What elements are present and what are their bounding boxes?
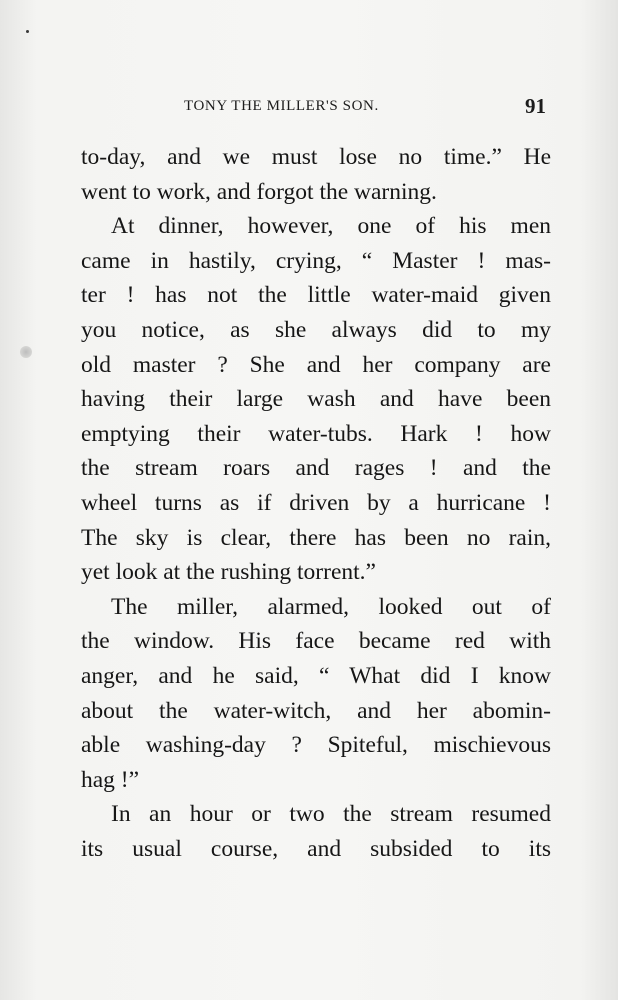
text-line: The miller, alarmed, looked out of (111, 593, 551, 620)
text-line: hag !” (81, 766, 140, 793)
text-line: about the water-witch, and her abomin- (81, 697, 551, 724)
ink-speck (26, 30, 29, 33)
running-head (80, 94, 550, 120)
text-line: emptying their water-tubs. Hark ! how (81, 420, 551, 447)
text-line: ter ! has not the little water-maid given (81, 282, 551, 309)
text-line: came in hastily, crying, “ Master ! mas- (81, 247, 551, 274)
body-text (81, 140, 551, 866)
text-line: wheel turns as if driven by a hurricane ! (81, 489, 551, 516)
text-line: having their large wash and have been (81, 386, 551, 413)
text-line: the stream roars and rages ! and the (81, 455, 551, 482)
text-line: able washing-day ? Spiteful, mischievous (81, 732, 551, 759)
text-line: its usual course, and subsided to its (81, 835, 551, 862)
text-line: to-day, and we must lose no time.” He (81, 144, 551, 170)
text-line: The sky is clear, there has been no rain, (81, 524, 551, 551)
page-number: 91 (525, 94, 546, 118)
text-line: In an hour or two the stream resumed (111, 801, 551, 828)
text-line: went to work, and forgot the warning. (81, 178, 437, 205)
text-line: At dinner, however, one of his men (111, 213, 551, 240)
text-line: the window. His face became red with (81, 628, 551, 655)
running-title: TONY THE MILLER'S SON. (184, 98, 379, 114)
text-line: anger, and he said, “ What did I know (81, 662, 551, 689)
text-line: old master ? She and her company are (81, 351, 551, 378)
page-blemish (20, 346, 32, 358)
text-line: yet look at the rushing torrent.” (81, 559, 376, 586)
text-line: you notice, as she always did to my (81, 316, 551, 343)
